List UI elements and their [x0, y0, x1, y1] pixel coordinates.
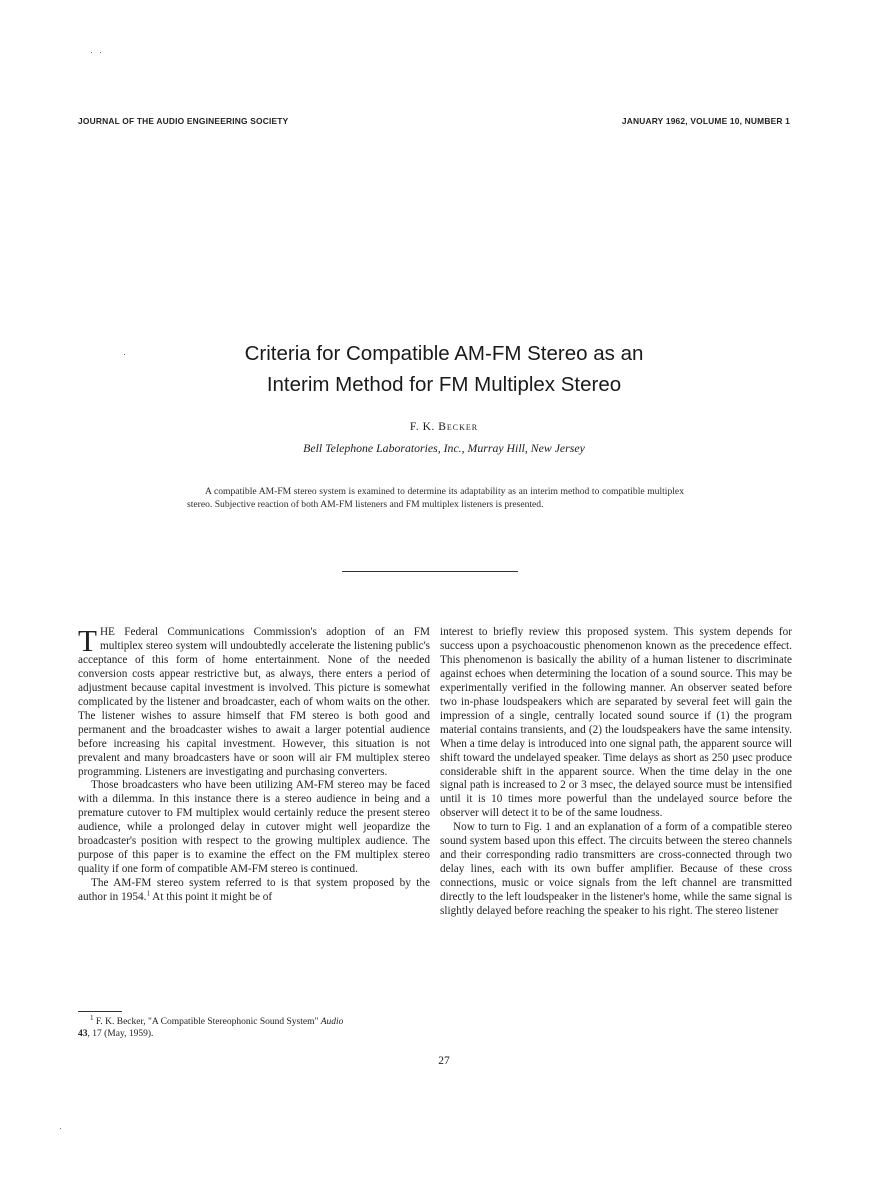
paragraph-4: interest to briefly review this proposed system. This system depends for success upon a psychoacoustic phenomenon known as the precedence effect. This phenomenon is basically the ability of a human listener to discriminate against echoes when determining the location of a sound source. This may be experimentally verified in the following manner. An observer seated before two in-phase loudspeakers which are separated by several feet will gain the impression of a single, centrally located sound source if (1) the program material contains transients, and (2) the loudspeakers have the same intensity. When a time delay is introduced into one signal path, the apparent source will shift toward the undelayed speaker. Time delays as short as 250 µsec produce considerable shift in the apparent source. When the time delay in the one signal path is increased to 2 or 3 msec, the delayed source must be intensified until it is 10 times more powerful than the undelayed source before the observer will detect it to be of the same loudness.: [440, 626, 792, 820]
paragraph-1-text: HE Federal Communications Commission's adoption of an FM multiplex stereo system will undoubtedly accelerate the listening public's acceptance of this form of home entertainment. None of the needed conversion costs appear restrictive but, as always, there enters a period of adjustment because capital investment is involved. This picture is somewhat complicated by the listener and broadcaster, each of whom waits on the other. The listener wishes to assure himself that FM stereo is both good and permanent and the broadcaster wishes to await a larger potential audience before increasing his capital investment. However, this situation is not prevalent and many broadcasters have or soon will air FM multiplex stereo programming. Listeners are investigating and purchasing converters.: [78, 626, 430, 778]
footnote-text-b: , 17 (May, 1959).: [87, 1029, 154, 1039]
body-column-right: [440, 626, 792, 919]
paragraph-3-text-a: The AM-FM stereo system referred to is that system proposed by the author in 1954.: [78, 877, 430, 904]
title-line-2: Interim Method for FM Multiplex Stereo: [266, 373, 622, 396]
paragraph-3: [78, 877, 430, 905]
author-affiliation: Bell Telephone Laboratories, Inc., Murray Hill, New Jersey: [303, 441, 585, 455]
scan-speck: [91, 52, 92, 53]
footnote-text-a: F. K. Becker, "A Compatible Stereophonic Sound System": [93, 1017, 321, 1027]
abstract: A compatible AM-FM stereo system is examined to determine its adaptability as an interim method to compatible multiplex stereo. Subjective reaction of both AM-FM listeners and FM multiplex listeners is presented.: [187, 486, 684, 510]
footnote-volume: 43: [78, 1029, 88, 1039]
footnote-marker: 1: [90, 1013, 94, 1022]
issue-info: JANUARY 1962, VOLUME 10, NUMBER 1: [621, 116, 790, 126]
journal-name: JOURNAL OF THE AUDIO ENGINEERING SOCIETY: [78, 116, 289, 126]
paragraph-2: Those broadcasters who have been utilizing AM-FM stereo may be faced with a dilemma. In this instance there is a stereo audience in being and a premature cutover to FM multiplex would certainly reduce the present stereo audience, while a prolonged delay in cutover might well jeopardize the broadcaster's position with respect to the growing multiplex audience. The purpose of this paper is to examine the effect on the FM multiplex stereo quality if one form of compatible AM-FM stereo is continued.: [78, 779, 430, 876]
footnote-journal: Audio: [320, 1017, 344, 1027]
paragraph-5: Now to turn to Fig. 1 and an explanation of a form of a compatible stereo sound system based upon this effect. The circuits between the stereo channels and their corresponding radio transmitters are cross-connected through two delay lines, each with its own buffer amplifier. Because of these cross connections, music or voice signals from the left channel are transmitted directly to the left loudspeaker in the listener's home, while the same signal is slightly delayed before reaching the speaker to his right. The stereo listener: [440, 821, 792, 918]
article-title: [120, 338, 768, 400]
page-number: 27: [438, 1055, 450, 1067]
footnote-rule: [78, 1011, 122, 1012]
paragraph-3-text-b: At this point it might be of: [149, 891, 273, 904]
body-column-left: [78, 623, 430, 905]
drop-cap: T: [78, 623, 97, 658]
scan-speck: [124, 354, 125, 355]
scan-speck: [60, 1128, 61, 1129]
title-line-1: Criteria for Compatible AM-FM Stereo as an: [244, 342, 644, 365]
author-name: [120, 421, 768, 433]
scan-speck: [100, 52, 101, 53]
author-surname: Becker: [438, 421, 479, 433]
paragraph-1: [78, 623, 430, 779]
section-separator: [342, 571, 518, 572]
footnote: [78, 1013, 430, 1040]
author-initials: F. K.: [409, 421, 435, 433]
footnote-reference[interactable]: 1: [146, 889, 150, 898]
